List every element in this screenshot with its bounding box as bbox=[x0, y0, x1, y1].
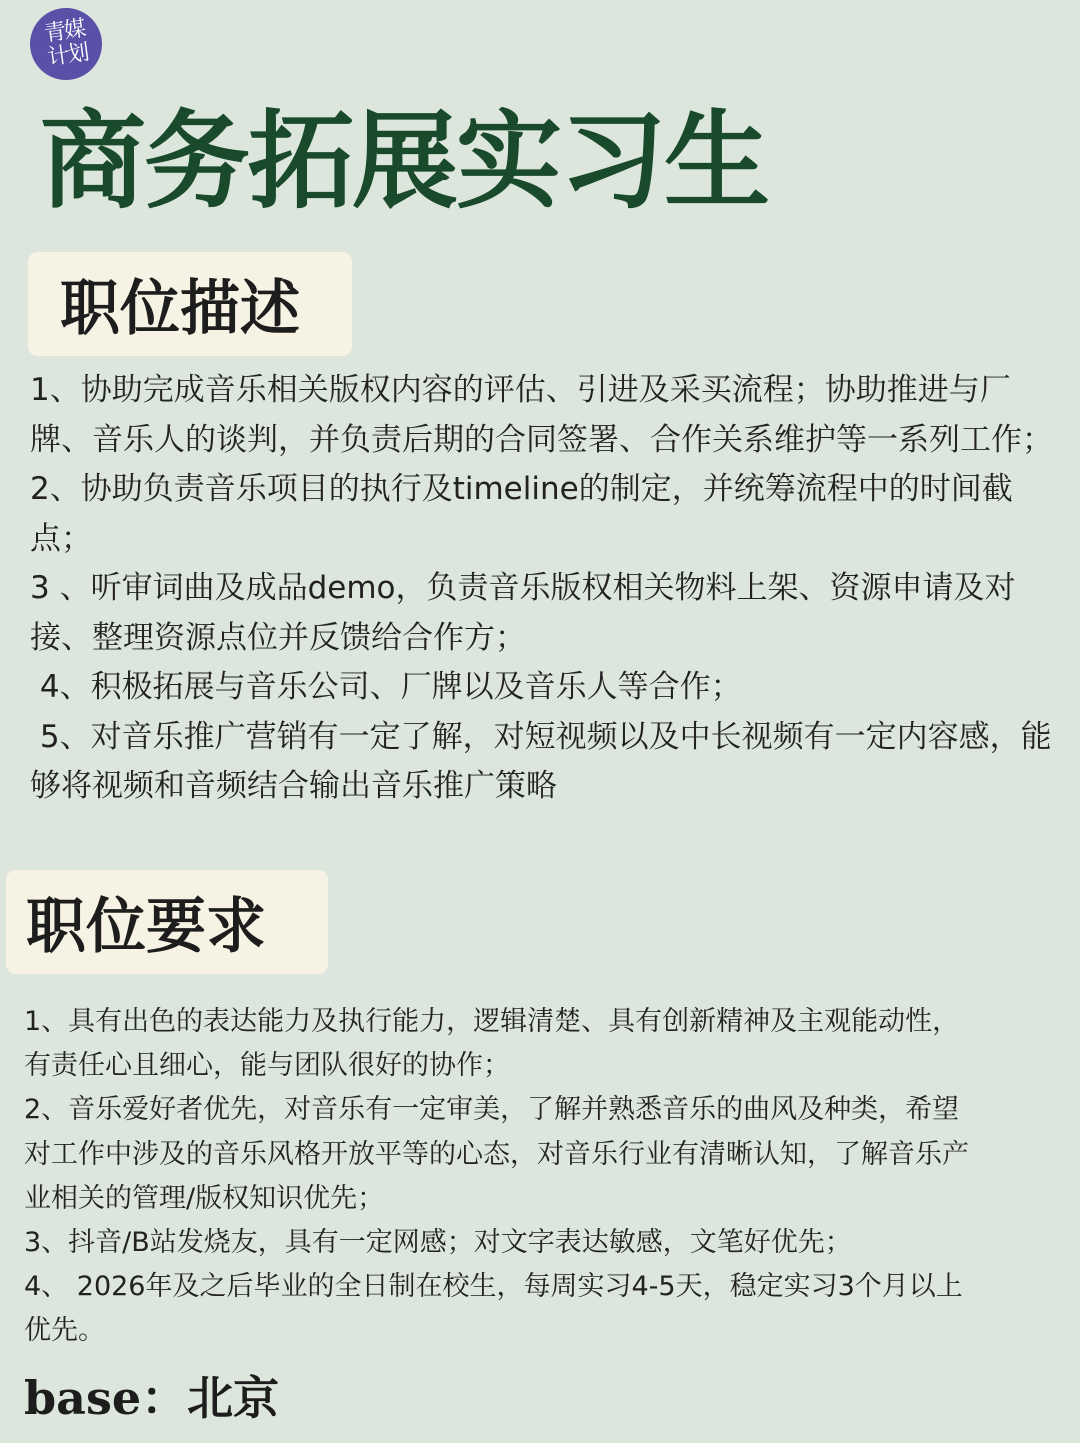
brand-logo bbox=[25, 3, 106, 84]
job-requirements-list bbox=[24, 1000, 984, 1354]
job-requirement-item: 1、具有出色的表达能力及执行能力，逻辑清楚、具有创新精神及主观能动性，有责任心且细心，能与团队很好的协作； bbox=[24, 1006, 960, 1082]
job-description-item: 1、协助完成音乐相关版权内容的评估、引进及采买流程；协助推进与厂牌、音乐人的谈判，并负责后期的合同签署、合作关系维护等一系列工作； bbox=[30, 372, 1053, 458]
logo-text-line1: 青媒 bbox=[42, 16, 86, 47]
job-description-item: 5、对音乐推广营销有一定了解，对短视频以及中长视频有一定内容感，能够将视频和音频结合输出音乐推广策略 bbox=[30, 718, 1052, 804]
job-requirement-item: 3、抖音/B站发烧友，具有一定网感；对文字表达敏感，文笔好优先； bbox=[24, 1227, 852, 1259]
job-description-item: 4、积极拓展与音乐公司、厂牌以及音乐人等合作； bbox=[30, 669, 742, 705]
job-description-list bbox=[30, 366, 1060, 812]
job-description-item: 2、协助负责音乐项目的执行及timeline的制定，并统筹流程中的时间截点； bbox=[30, 471, 1013, 557]
job-requirements-heading: 职位要求 bbox=[6, 870, 328, 974]
job-description-heading: 职位描述 bbox=[28, 252, 352, 356]
job-requirement-item: 2、音乐爱好者优先，对音乐有一定审美，了解并熟悉音乐的曲风及种类，希望对工作中涉及的音乐风格开放平等的心态，对音乐行业有清晰认知，了解音乐产业相关的管理/版权知识优先； bbox=[24, 1094, 969, 1214]
page-title: 商务拓展实习生 bbox=[40, 98, 768, 223]
work-location: base：北京 bbox=[24, 1371, 280, 1425]
job-description-item: 3 、听审词曲及成品demo，负责音乐版权相关物料上架、资源申请及对接、整理资源点位并反馈给合作方； bbox=[30, 570, 1016, 656]
job-requirement-item: 4、 2026年及之后毕业的全日制在校生，每周实习4-5天，稳定实习3个月以上优先。 bbox=[24, 1271, 963, 1347]
logo-text-line2: 计划 bbox=[46, 40, 90, 71]
